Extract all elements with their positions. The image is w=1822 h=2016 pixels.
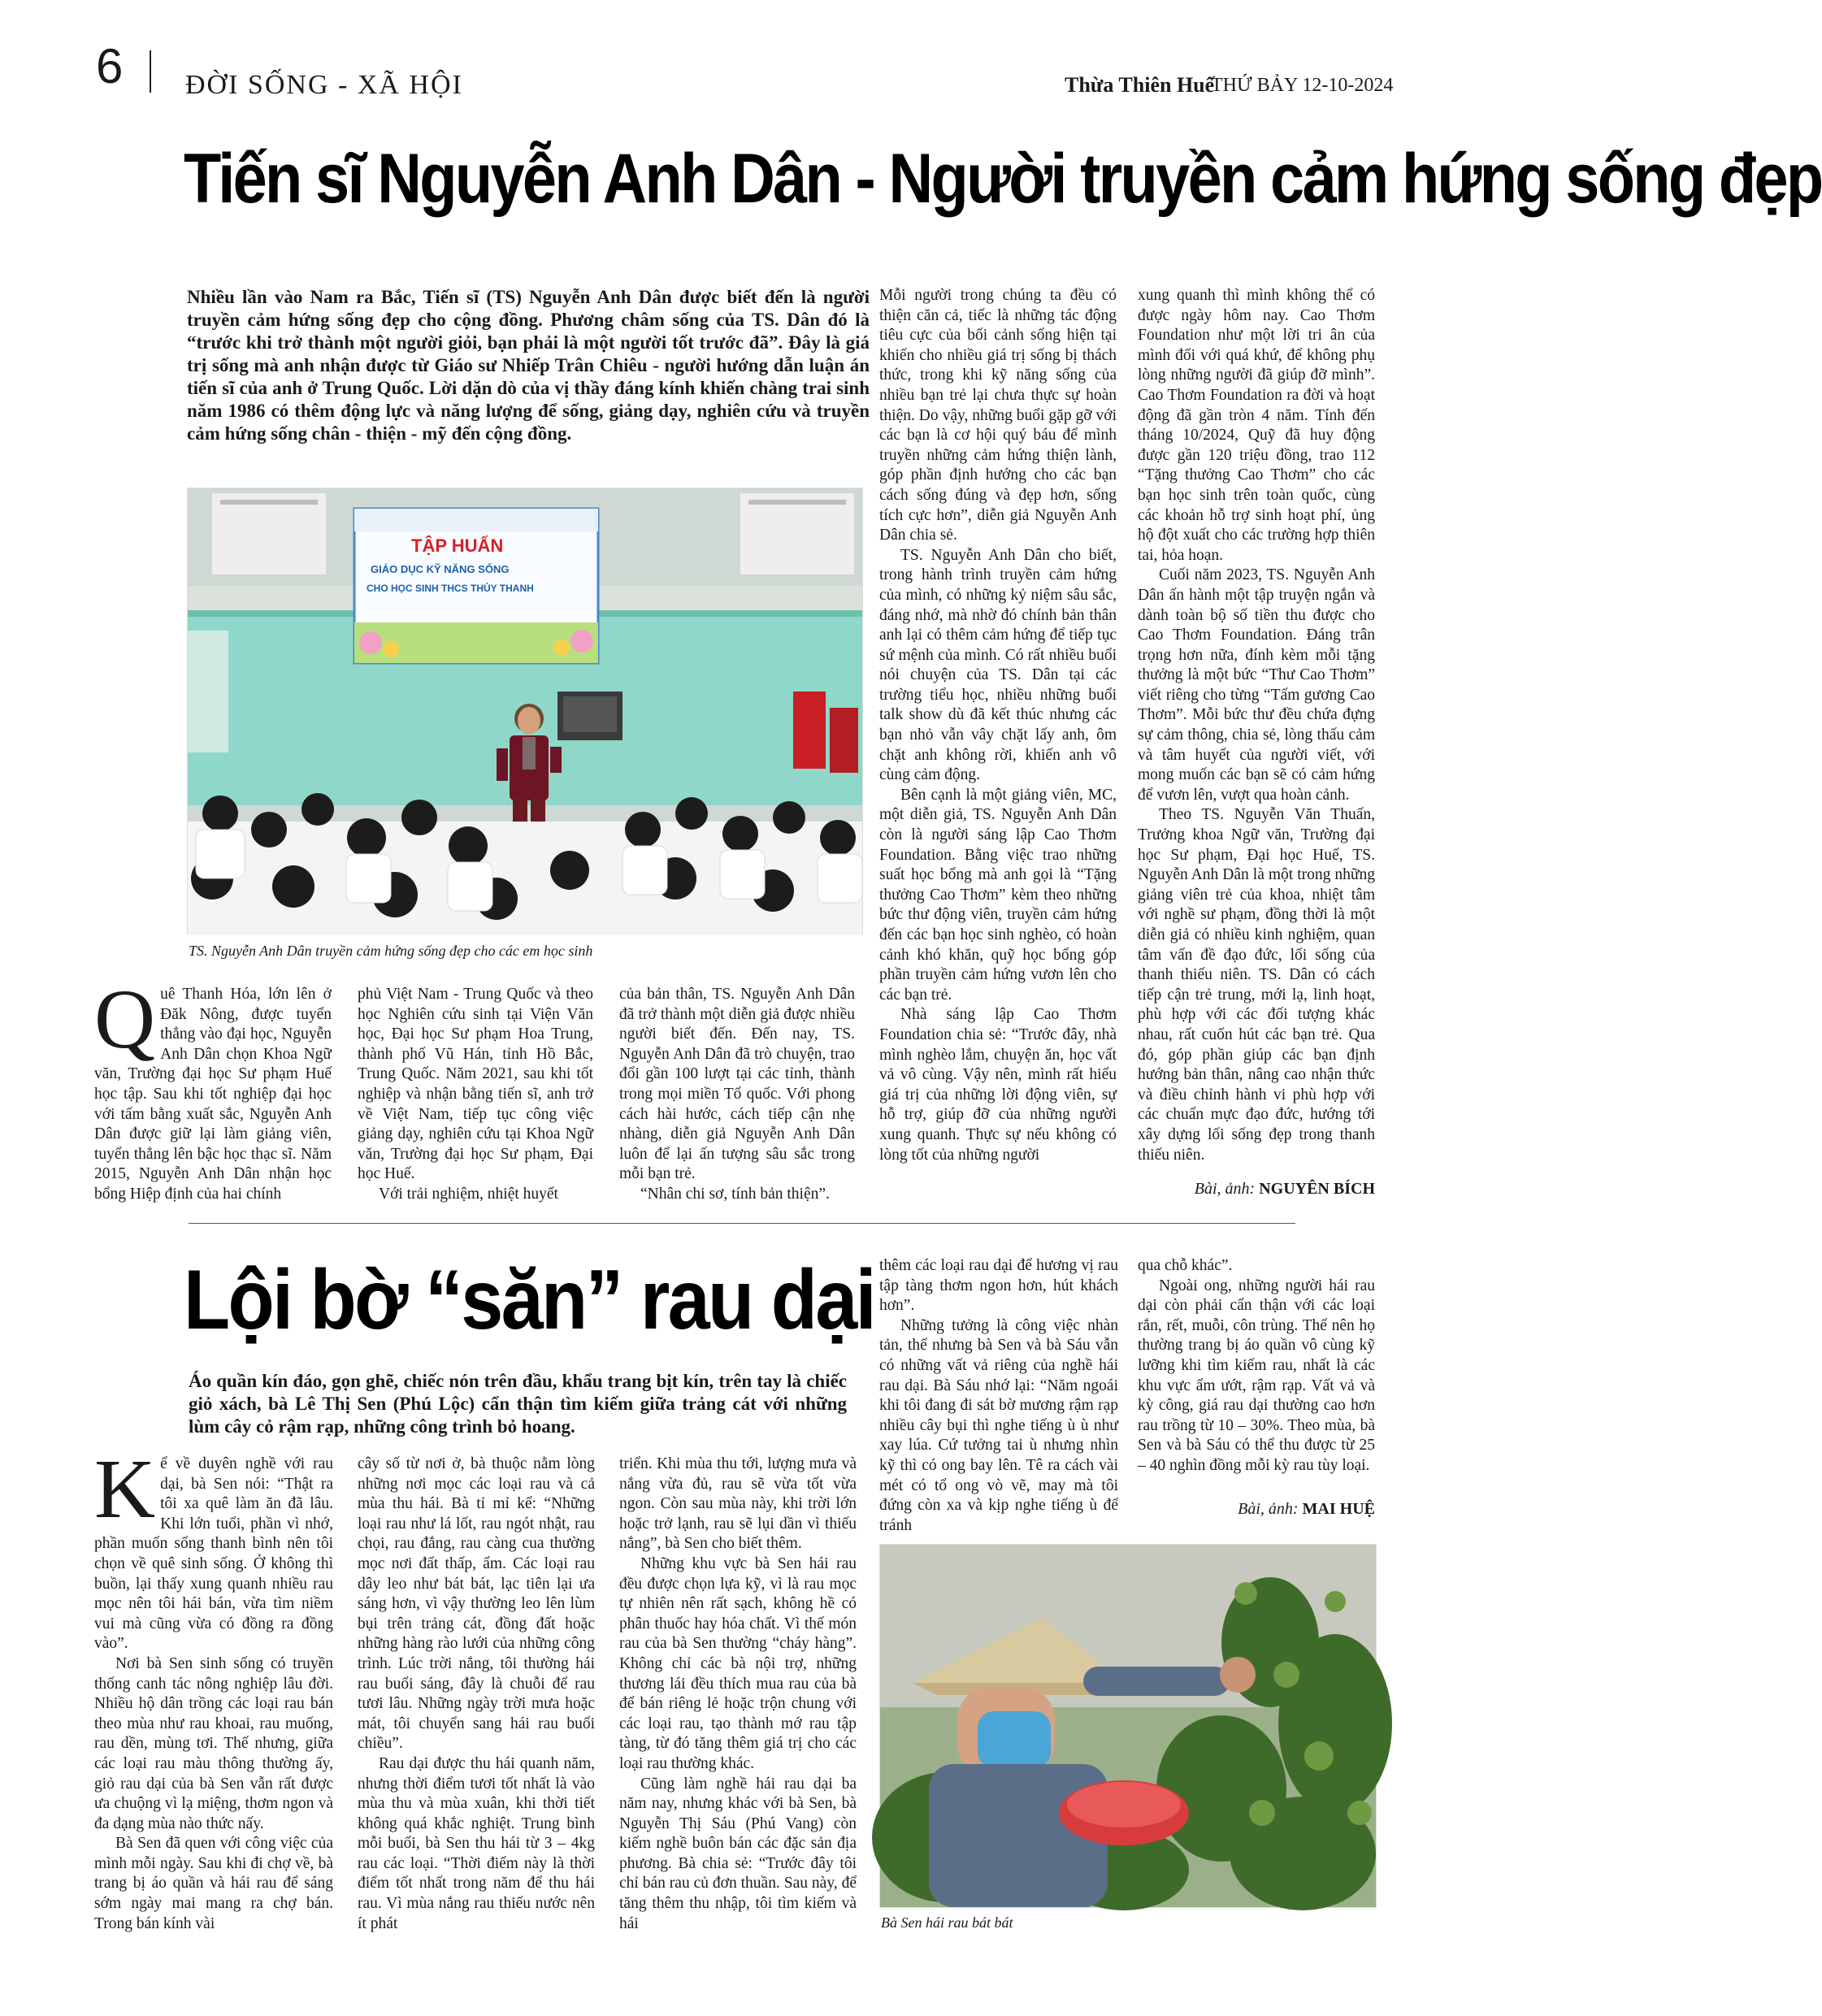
article2-headline: Lội bờ “săn” rau dại (184, 1253, 874, 1347)
article1-col5-p0: xung quanh thì mình không thể có được ngày hôm nay. Cao Thơm Foundation như một lời tri ân của mình đối với quá khứ, để không phụ lòng những người đã giúp đỡ mình”. Cao Thơm Foundation ra đời và hoạt động đã gần tròn 4 năm. Tính đến tháng 10/2024, Quỹ đã huy động được gần 120 triệu đồng, trao 112 “Tặng thưởng Cao Thơm” cho các bạn học sinh trên toàn quốc, cùng các khoản hỗ trợ sinh hoạt phí, ủng hộ đột xuất cho các trường hợp thiên tai, hỏa hoạn. (1138, 287, 1375, 564)
article2-col2 (358, 1455, 595, 1934)
article2-col3-p2: Cũng làm nghề hái rau dại ba năm nay, nhưng khác với bà Sen, bà Nguyễn Thị Sáu (Phú Vang) còn kiếm nghề buôn bán các đặc sản địa phương. Bà chia sẻ: “Trước đây tôi chỉ bán rau củ đơn thuần. Sau này, để tăng thêm thu nhập, tôi tìm kiếm và hái (619, 1775, 857, 1932)
article2-byline-name: MAI HUỆ (1302, 1500, 1375, 1518)
article2-col4 (879, 1256, 1118, 1536)
article1-photo (187, 488, 863, 934)
article1-byline-label: Bài, ảnh: (1194, 1180, 1256, 1198)
issue-date: THỨ BẢY 12-10-2024 (1211, 75, 1394, 96)
article1-dropcap: Q (94, 973, 156, 1066)
article-divider (189, 1223, 1295, 1224)
banner-line1: GIÁO DỤC KỸ NĂNG SỐNG (371, 563, 510, 575)
article1-col1 (94, 973, 332, 1205)
article1-col4-p2: Bên cạnh là một giảng viên, MC, một diễn giả, TS. Nguyễn Anh Dân còn là người sáng lập Cao Thơm Foundation. Bằng việc trao những suất học bổng mà anh gọi là “Tặng thưởng Cao Thơm” kèm theo những bức thư động viên, truyền cảm hứng đến các bạn học sinh nghèo, có hoàn cảnh khó khăn, quỹ học bổng góp phần truyền cảm hứng vươn lên cho các bạn trẻ. (879, 786, 1117, 1004)
article2-col5 (1138, 1256, 1375, 1476)
article2-col3-p1: Những khu vực bà Sen hái rau đều được chọn lựa kỹ, vì là rau mọc tự nhiên nên rất sạch, không hề có phân thuốc hay hóa chất. Vì thế món rau của bà Sen thường “cháy hàng”. Không chỉ các bà nội trợ, những thương lái đều thích mua rau của bà để bán riêng lẻ hoặc trộn chung với các loại rau, tạo thành mớ rau tập tàng, từ đó tăng thêm giá trị cho các loại rau thường khác. (619, 1554, 857, 1772)
article1-col5-p2: Theo TS. Nguyễn Văn Thuấn, Trưởng khoa Ngữ văn, Trường đại học Sư phạm, Đại học Huế, TS. Nguyễn Anh Dân là một trong những giảng viên trẻ của khoa, nhiệt tâm với nghề sư phạm, đồng thời là một diễn giả có nhiều kinh nghiệm, quan tâm vấn đề đạo đức, lối sống của thanh thiếu niên. TS. Dân có cách tiếp cận trẻ trung, mới lạ, linh hoạt, phù hợp với các đối tượng khác nhau, rất cuốn hút các bạn trẻ. Qua đó, góp phần giúp các bạn định hướng bản thân, nâng cao nhận thức và điều chỉnh hành vi phù hợp với các chuẩn mực đạo đức, hướng tới xây dựng lối sống đẹp trong thanh thiếu niên. (1138, 806, 1375, 1164)
article1-col3 (619, 985, 855, 1205)
article2-col3-p0: triển. Khi mùa thu tới, lượng mưa và nắng vừa đủ, rau sẽ vừa tốt vừa ngon. Còn sau mùa này, khi trời lớn hoặc trở lạnh, rau sẽ lụi dần vì thiếu nắng”, bà Sen cho biết thêm. (619, 1455, 857, 1553)
article1-col2 (358, 985, 593, 1205)
article2-photo (879, 1544, 1377, 1908)
article1-lead: Nhiều lần vào Nam ra Bắc, Tiến sĩ (TS) Nguyễn Anh Dân được biết đến là người truyền cảm hứng sống đẹp cho cộng đồng. Phương châm sống của TS. Dân đó là “trước khi trở thành một người giỏi, bạn phải là một người tốt trước đã”. Đây là giá trị sống mà anh nhận được từ Giáo sư Nhiếp Trân Chiêu - người hướng dẫn luận án tiến sĩ của anh ở Trung Quốc. Lời dặn dò của vị thầy đáng kính khiến chàng trai sinh năm 1986 có thêm động lực và năng lượng để sống, giảng dạy, nghiên cứu và truyền cảm hứng sống chân - thiện - mỹ đến cộng đồng. (187, 287, 870, 444)
article1-photo-caption: TS. Nguyễn Anh Dân truyền cảm hứng sống đẹp cho các em học sinh (189, 943, 593, 959)
article2-col1-p0: ể về duyên nghề với rau dại, bà Sen nói: “Thật ra tôi xa quê làm ăn đã lâu. Khi lớn tuổi, phần vì nhớ, phần muốn sống thanh bình nên tôi chọn về quê sinh sống. Ở không thì buồn, lại thấy xung quanh nhiều rau mọc nên tôi hái bán, vừa tìm niềm vui mà cũng vừa có đồng ra đồng vào”. (94, 1455, 333, 1653)
article2-col5-p1: Ngoài ong, những người hái rau dại còn phải cẩn thận với các loại rắn, rết, muỗi, côn trùng. Thế nên họ thường trang bị áo quần vô cùng kỹ lưỡng khi tìm kiếm rau, nhất là các khu vực ẩm ướt, rậm rạp. Vất vả và kỳ công, giá rau dại thường cao hơn rau trồng từ 10 – 30%. Theo mùa, bà Sen và bà Sáu có thể thu được từ 25 – 40 nghìn đồng mỗi kỳ rau tùy loại. (1138, 1277, 1375, 1474)
article1-col5-p1: Cuối năm 2023, TS. Nguyễn Anh Dân ấn hành một tập truyện ngắn và dành toàn bộ số tiền thu được cho Cao Thơm Foundation. Đáng trân trọng hơn nữa, đính kèm mỗi tặng thưởng là một bức “Thư Cao Thơm” viết riêng cho từng “Tấm gương Cao Thơm”. Mỗi bức thư đều chứa đựng sự cảm thông, chia sẻ, lòng thấu cảm và tâm huyết của người viết, với mong muốn các bạn sẽ có cảm hứng để vươn lên, vượt qua hoàn cảnh. (1138, 566, 1375, 804)
article2-col1 (94, 1442, 333, 1934)
article2-photo-caption: Bà Sen hái rau bát bát (881, 1914, 1013, 1931)
article1-col4-p3: Nhà sáng lập Cao Thơm Foundation chia sẻ: “Trước đây, nhà mình nghèo lắm, chuyện ăn, học vất vả vô cùng. Vậy nên, mình rất hiểu giá trị của những lời động viên, sự hỗ trợ, giúp đỡ của những người xung quanh. Thực sự nếu không có lòng tốt của những người (879, 1006, 1117, 1164)
article2-col2-p0: cây số từ nơi ở, bà thuộc nằm lòng những nơi mọc các loại rau và cả mùa thu hái. Bà tỉ mỉ kể: “Những loại rau như lá lốt, rau ngót nhật, rau chọi, rau đắng, rau càng cua thường mọc nơi đất thấp, ẩm. Các loại rau dây leo như bát bát, lạc tiên lại ưa sáng hơn, vì vậy thường leo lên lùm bụi trên trảng cát, đồng đất hoặc những hàng rào lưới của những công trình. Lúc trời nắng, tôi thường hái rau buổi sáng, đây là chuỗi để rau tươi lâu. Những ngày trời mưa hoặc mát, tôi chuyển sang hái rau buổi chiều”. (358, 1455, 595, 1753)
article1-col5 (1138, 286, 1375, 1165)
article2-col2-p1: Rau dại được thu hái quanh năm, nhưng thời điểm tươi tốt nhất là vào mùa thu và mùa xuân, khi thời tiết không quá khắc nghiệt. Trung bình mỗi buổi, bà Sen thu hái từ 3 – 4kg rau các loại. “Thời điểm này là thời điểm tốt nhất trong năm để thu hái rau. Vì mùa nắng rau thiếu nước nên ít phát (358, 1754, 595, 1932)
section-title: ĐỜI SỐNG - XÃ HỘI (185, 70, 463, 100)
article1-col4-p1: TS. Nguyễn Anh Dân cho biết, trong hành trình truyền cảm hứng của mình, có những kỷ niệm sâu sắc, đáng nhớ, mà nhờ đó chính bản thân anh lại có thêm cảm hứng để tiếp tục sứ mệnh của mình. Có rất nhiều buổi nói chuyện của TS. Dân tại các trường tiểu học, nhiều những buổi talk show dù đã kết thúc nhưng các bạn nhỏ vẫn vây chặt lấy anh, ôm chặt anh không rời, khiến anh vô cùng cảm động. (879, 546, 1117, 784)
page-number: 6 (96, 39, 124, 93)
herb-picking-photo (880, 1545, 1376, 1907)
article2-col5-p0: qua chỗ khác”. (1138, 1257, 1233, 1274)
article1-byline-name: NGUYÊN BÍCH (1259, 1180, 1375, 1198)
article1-col3-p1: “Nhân chi sơ, tính bản thiện”. (640, 1185, 830, 1203)
article2-byline (1138, 1500, 1375, 1519)
article2-byline-label: Bài, ảnh: (1238, 1500, 1299, 1518)
article1-col2-p1: Với trải nghiệm, nhiệt huyết (379, 1185, 558, 1203)
article1-col1-p0: uê Thanh Hóa, lớn lên ở Đăk Nông, được tuyển thẳng vào đại học, Nguyễn Anh Dân chọn Khoa Ngữ văn, Trường đại học Sư phạm Huế học tập. Sau khi tốt nghiệp đại học với tấm bằng xuất sắc, Nguyễn Anh Dân được giữ lại làm giảng viên, tuyển thẳng lên bậc học thạc sĩ. Năm 2015, Nguyễn Anh Dân nhận học bổng Hiệp định của hai chính (94, 986, 332, 1203)
banner-title: TẬP HUẤN (411, 535, 504, 556)
article1-col4 (879, 286, 1117, 1165)
article2-lead: Áo quần kín đáo, gọn ghẽ, chiếc nón trên đầu, khẩu trang bịt kín, trên tay là chiếc giỏ xách, bà Lê Thị Sen (Phú Lộc) cẩn thận tìm kiếm giữa trảng cát với những lùm cây cỏ rậm rạp, những công trình bỏ hoang. (189, 1371, 847, 1437)
article2-col4-p0: thêm các loại rau dại để hương vị rau tập tàng thơm ngon hơn, hút khách hơn”. (879, 1257, 1118, 1315)
article1-headline: Tiến sĩ Nguyễn Anh Dân - Người truyền cảm hứng sống đẹp (184, 140, 1822, 218)
article1-col2-p0: phủ Việt Nam - Trung Quốc và theo học Nghiên cứu sinh tại Viện Văn học, Đại học Sư phạm Hoa Trung, thành phố Vũ Hán, tỉnh Hồ Bắc, Trung Quốc. Năm 2021, sau khi tốt nghiệp và nhận bằng tiến sĩ, anh trở về Việt Nam, tiếp tục công việc giảng dạy, nghiên cứu tại Khoa Ngữ văn, Trường đại học Sư phạm, Đại học Huế. (358, 986, 593, 1183)
article2-col1-p1: Nơi bà Sen sinh sống có truyền thống canh tác nông nghiệp lâu đời. Nhiều hộ dân trồng các loại rau bán theo mùa như rau khoai, rau muống, rau dền, mùng tơi. Thế nhưng, giữa các loại rau màu thông thường ấy, giỏ rau dại của bà Sen vẫn rất được ưa chuộng vì lạ miệng, thơm ngon và đa dạng mùa nào thức nấy. (94, 1654, 333, 1832)
publication-name: Thừa Thiên Huế (1065, 73, 1215, 97)
article1-byline (1138, 1180, 1375, 1199)
article2-col1-p2: Bà Sen đã quen với công việc của mình mỗi ngày. Sau khi đi chợ về, bà trang bị áo quần và hái rau để sáng sớm ngày mai mang ra chợ bán. Trong bán kính vài (94, 1835, 333, 1932)
article1-col4-p0: Mỗi người trong chúng ta đều có thiện căn cả, tiếc là những tác động tiêu cực của bối cảnh sống hiện tại khiến cho nhiều giá trị sống bị thách thức, trong khi kỹ năng sống của nhiều bạn trẻ lại chưa thực sự hoàn thiện. Do vậy, những buổi gặp gỡ với các bạn là cơ hội quý báu để mình truyền những cảm hứng thiện lành, góp phần định hướng cho các bạn cách sống đúng và đẹp hơn, sống tích cực hơn”, diễn giả Nguyễn Anh Dân chia sẻ. (879, 287, 1117, 544)
seminar-photo (188, 488, 862, 934)
article2-col4-p1: Những tưởng là công việc nhàn tản, thế nhưng bà Sen và bà Sáu vẫn có những vất vả riêng của nghề hái rau dại. Bà Sáu nhớ lại: “Năm ngoái khi tôi đang đi sát bờ mương rậm rạp nhiều cây bụi thì nghe tiếng ù ù như xay lúa. Cứ tưởng tai ù nhưng nhìn kỹ thì có ong bay lên. Tê ra cách vài mét có tổ ong vò vẽ, may mà tôi đứng còn xa và kịp nghe tiếng ù để tránh (879, 1316, 1118, 1534)
article1-col3-p0: của bản thân, TS. Nguyễn Anh Dân đã trở thành một diễn giả được nhiều người biết đến. Đến nay, TS. Nguyễn Anh Dân đã trò chuyện, trao đổi gần 100 lượt tại các tỉnh, thành trong mọi miền Tổ quốc. Với phong cách hài hước, cách tiếp cận nhẹ nhàng, diễn giả Nguyễn Anh Dân luôn để lại ấn tượng sâu sắc trong mỗi bạn trẻ. (619, 986, 855, 1183)
header-divider (150, 50, 151, 93)
article2-dropcap: K (94, 1442, 156, 1536)
article2-col3 (619, 1455, 857, 1934)
banner-line2: CHO HỌC SINH THCS THỦY THANH (367, 583, 534, 594)
